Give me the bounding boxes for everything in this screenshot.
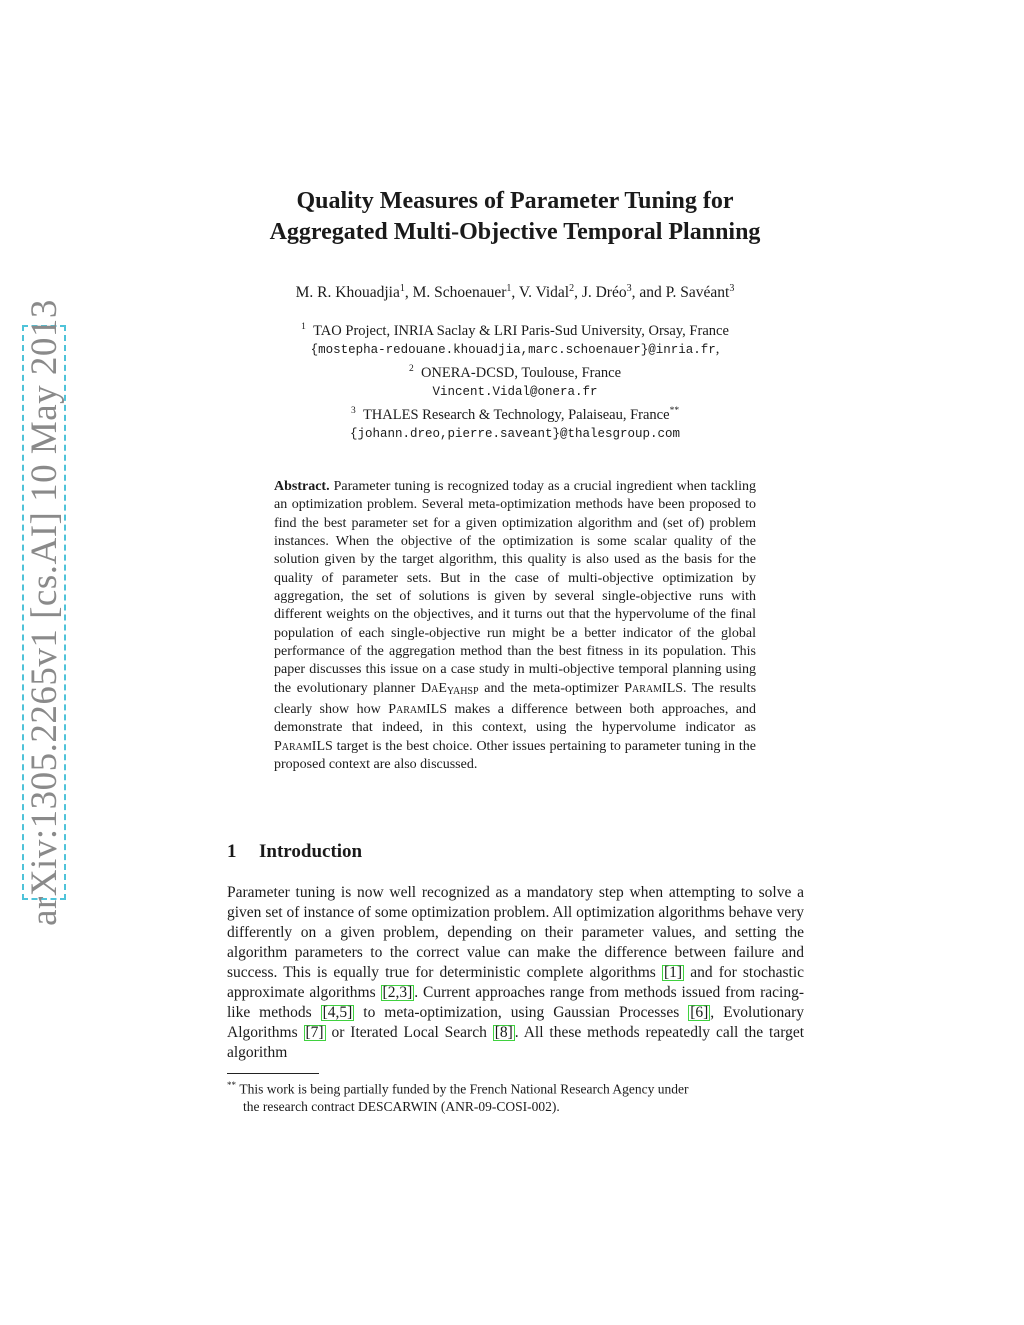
citation-link[interactable]: [1] xyxy=(663,964,683,981)
author-name: M. Schoenauer xyxy=(412,284,507,302)
author-name: P. Savéant xyxy=(665,284,730,302)
affiliation-number: 3 xyxy=(350,405,356,416)
abstract-text: Parameter tuning is recognized today as a crucial ingredient when tackling an optimization problem. Several meta-optimization methods have been proposed to find the best parameter set for a given optimization algorithm and (set of) problem instances. When the objective of the optimization is some scalar quality of the solution given by the target algorithm, this quality is also used as the basis for the quality of parameter sets. But in the case of multi-objective optimization by aggregation, the set of solutions is given by several single-objective runs with different weights on the objectives, and it turns out that the hypervolume of the final population of each single-objective run might be a better indicator of the global performance of the aggregation method than the best fitness in its population. This paper discusses this issue on a case study in multi-objective temporal planning using the evolutionary planner xyxy=(274,479,757,696)
title-line-1: Quality Measures of Parameter Tuning for xyxy=(296,188,734,214)
affiliation-text: ONERA-DCSD, Toulouse, France xyxy=(420,364,622,381)
planner-subscript: YAHSP xyxy=(446,685,479,697)
intro-paragraph xyxy=(227,883,804,1063)
affiliation-2-email xyxy=(180,382,850,402)
footnote-rule xyxy=(227,1073,319,1074)
abstract-text: target is the best choice. Other issues pertaining to parameter tuning in the proposed context are also discussed. xyxy=(274,738,756,773)
optimizer-name: ParamILS xyxy=(624,680,684,696)
abstract-text: . The results clearly show how xyxy=(274,680,757,718)
footnote-mark: ** xyxy=(669,405,680,416)
author-affil-mark: 3 xyxy=(729,283,735,294)
optimizer-name: ParamILS xyxy=(274,738,333,754)
affiliation-3-email xyxy=(180,424,850,444)
planner-name: DaE xyxy=(420,680,447,696)
footnote-line-2: the research contract DESCARWIN (ANR-09-COSI-002). xyxy=(243,1099,560,1114)
title-line-2: Aggregated Multi-Objective Temporal Planning xyxy=(269,219,761,245)
affiliation-1 xyxy=(180,318,850,340)
body-text: Parameter tuning is now well recognized as a mandatory step when attempting to solve a given set of instance of some optimization problem. All optimization algorithms behave very differently on a given problem, depending on their parameter values, and setting the algorithm parameters to the correct value can make the difference between failure and success. This is equally true for deterministic complete algorithms xyxy=(227,884,804,981)
author-affil-mark: 2 xyxy=(569,283,575,294)
affiliation-text: THALES Research & Technology, Palaiseau, France xyxy=(362,406,670,423)
affiliation-text: TAO Project, INRIA Saclay & LRI Paris-Sud University, Orsay, France xyxy=(313,322,729,339)
body-text: or Iterated Local Search xyxy=(331,1024,487,1041)
email-address: {mostepha-redouane.khouadjia,marc.schoenauer}@inria.fr xyxy=(310,343,716,358)
optimizer-name: ParamILS xyxy=(388,702,447,718)
author-name: M. R. Khouadjia xyxy=(295,284,400,302)
affiliation-3 xyxy=(180,402,850,424)
email-address: Vincent.Vidal@onera.fr xyxy=(432,385,598,400)
paper-title xyxy=(180,186,850,248)
author-affil-mark: 3 xyxy=(626,283,632,294)
affiliation-number: 2 xyxy=(408,363,414,374)
citation-link[interactable]: [2,3] xyxy=(382,984,413,1001)
body-text: and for stochastic approximate algorithms xyxy=(227,964,805,1001)
abstract-text: makes a difference between both approaches, and demonstrate that indeed, in this context, using the hypervolume indicator as xyxy=(274,702,757,736)
author-affil-mark: 1 xyxy=(399,283,405,294)
author-affil-mark: 1 xyxy=(506,283,512,294)
footnote-text: This work is being partially funded by the French National Research Agency under xyxy=(239,1081,689,1097)
citation-link[interactable]: [7] xyxy=(305,1024,324,1041)
author-name: V. Vidal xyxy=(518,284,570,302)
affiliation-1-email xyxy=(180,340,850,360)
affiliations xyxy=(180,318,850,443)
section-heading xyxy=(227,841,362,863)
author-separator: , xyxy=(404,284,413,302)
author-list xyxy=(180,283,850,302)
citation-link[interactable]: [6] xyxy=(690,1004,709,1021)
abstract-text: and the meta-optimizer xyxy=(484,680,619,696)
arxiv-identifier: arXiv:1305.2265v1 [cs.AI] 10 May 2013 xyxy=(23,299,65,926)
abstract-label: Abstract. xyxy=(274,479,330,494)
author-separator: , xyxy=(511,284,519,302)
author-and: , and xyxy=(631,284,666,302)
email-suffix: , xyxy=(715,341,720,358)
footnote xyxy=(227,1077,804,1116)
author-name: J. Dréo xyxy=(581,284,627,302)
citation-link[interactable]: [4,5] xyxy=(322,1004,353,1021)
abstract xyxy=(274,478,756,775)
section-title: Introduction xyxy=(259,841,363,862)
author-separator: , xyxy=(574,284,582,302)
affiliation-number: 1 xyxy=(301,322,306,332)
body-text: , Evolutionary Algorithms xyxy=(227,1004,804,1041)
body-text: to meta-optimization, using Gaussian Processes xyxy=(363,1004,680,1021)
footnote-mark: ** xyxy=(227,1080,236,1090)
citation-link[interactable]: [8] xyxy=(494,1024,513,1041)
footnote-line-1 xyxy=(227,1077,804,1098)
email-address: {johann.dreo,pierre.saveant}@thalesgroup.com xyxy=(349,426,681,441)
affiliation-2 xyxy=(180,360,850,382)
body-text: . All these methods repeatedly call the target algorithm xyxy=(227,1024,805,1061)
section-number: 1 xyxy=(227,841,237,862)
body-text: . Current approaches range from methods issued from racing-like methods xyxy=(227,984,805,1021)
